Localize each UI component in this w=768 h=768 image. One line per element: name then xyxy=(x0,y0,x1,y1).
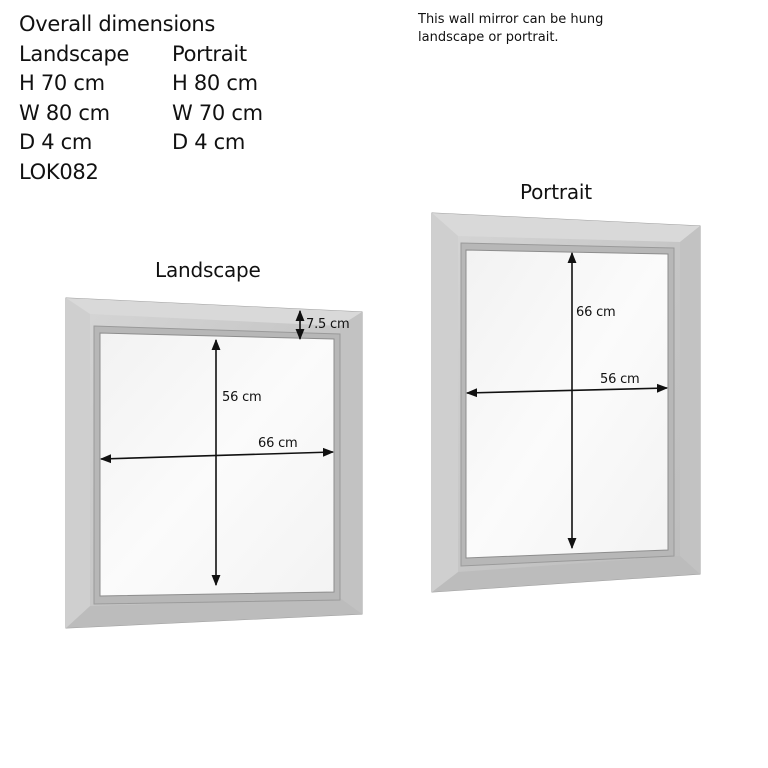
landscape-mirror xyxy=(66,298,362,628)
landscape-title: Landscape xyxy=(155,258,261,282)
landscape-column-label: Landscape xyxy=(19,41,130,66)
portrait-title: Portrait xyxy=(520,180,592,204)
portrait-width-label: 56 cm xyxy=(600,372,640,387)
landscape-depth: D 4 cm xyxy=(19,130,93,154)
product-code: LOK082 xyxy=(19,159,99,184)
portrait-mirror xyxy=(432,213,700,592)
orientation-note: This wall mirror can be hung landscape or portrait. xyxy=(418,12,604,45)
portrait-height-label: 66 cm xyxy=(576,305,616,320)
landscape-width-label: 66 cm xyxy=(258,436,298,451)
portrait-height: H 80 cm xyxy=(172,71,258,95)
portrait-width: W 70 cm xyxy=(172,100,263,125)
landscape-height-label: 56 cm xyxy=(222,390,262,405)
portrait-column-label: Portrait xyxy=(172,41,247,66)
landscape-height: H 70 cm xyxy=(19,71,105,95)
landscape-width: W 80 cm xyxy=(19,100,110,125)
frame-width-label: 7.5 cm xyxy=(306,317,350,332)
specs-heading: Overall dimensions xyxy=(19,12,216,36)
portrait-depth: D 4 cm xyxy=(172,130,246,154)
